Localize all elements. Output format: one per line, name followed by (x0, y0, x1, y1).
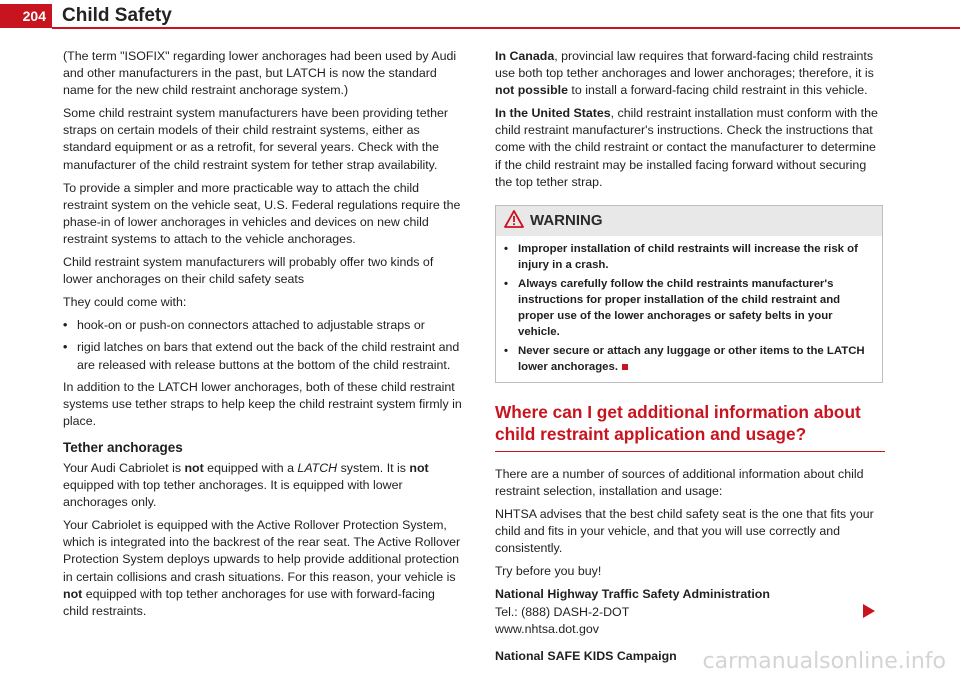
end-of-section-icon (622, 364, 628, 370)
page-header (0, 0, 960, 32)
paragraph: Your Cabriolet is equipped with the Active Rollover Protection System, which is integrated into the backrest of the rear seat. The Active Rollover Protection System deploys upwards to help provide additional protection in certain collisions and crash situations. For this reason, your vehicle is not equipped with top tether anchorages for use with forward-facing child restraints. (63, 518, 461, 618)
chapter-title: Child Safety (62, 5, 172, 26)
paragraph: To provide a simpler and more practicable way to attach the child restraint system on the vehicle seat, U.S. Federal regulations require the phase-in of lower anchorages in vehicles and devices on new child restraint systems to attach to the vehicle anchorages. (63, 180, 461, 246)
contact-name: National Highway Traffic Safety Administration (495, 587, 770, 602)
bullet-icon: • (63, 340, 68, 355)
paragraph: In the United States, child restraint installation must conform with the child restraint manufacturer's instructions. Check the instructions that come with the child restraint or contact the manufacturer to determine if the child restraint may be installed facing forward without securing the top tether strap. (495, 106, 878, 189)
bullet-icon: • (504, 277, 508, 290)
paragraph: Child restraint system manufacturers will probably offer two kinds of lower anchorages on their child safety seats (63, 255, 434, 287)
paragraph: Some child restraint system manufacturers have been providing tether straps on certain models of their child restraint systems, either as standard equipment or as a retrofit, for several years. Check with the manufacturer of the child restraint system for tether strap availability. (63, 106, 448, 172)
contact-website: www.nhtsa.dot.gov (495, 621, 600, 636)
bullet-icon: • (63, 318, 68, 333)
right-column (495, 48, 885, 671)
header-rule (52, 27, 960, 29)
list-item (63, 317, 463, 334)
contact-name: National SAFE KIDS Campaign (495, 648, 677, 663)
paragraph: There are a number of sources of additional information about child restraint selection, installation and usage: (495, 466, 864, 498)
section-heading: Where can I get additional information about child restraint application and usage? (495, 401, 885, 452)
warning-item: • Never secure or attach any luggage or other items to the LATCH lower anchorages. (504, 344, 865, 373)
list-item-text: rigid latches on bars that extend out the back of the child restraint and are released with release buttons at the bottom of the child restraint. (77, 340, 460, 372)
paragraph: (The term "ISOFIX" regarding lower anchorages had been used by Audi and other manufacturers in the past, but LATCH is now the standard name for the new child restraint anchorage system.) (63, 49, 457, 98)
contact-phone: Tel.: (888) DASH-2-DOT (495, 604, 630, 619)
paragraph: Your Audi Cabriolet is not equipped with a LATCH system. It is not equipped with top tether anchorages. It is equipped with lower anchorages only. (63, 460, 429, 510)
bullet-icon: • (504, 344, 508, 357)
paragraph: Try before you buy! (495, 564, 602, 579)
bullet-icon: • (504, 242, 508, 255)
page-number: 204 (0, 4, 52, 28)
paragraph: In addition to the LATCH lower anchorages, both of these child restraint systems use tether straps to help keep the child restraint system firmly in place. (63, 379, 462, 428)
contact-block (495, 586, 885, 637)
warning-item: • Improper installation of child restraints will increase the risk of injury in a crash. (504, 242, 858, 271)
paragraph: NHTSA advises that the best child safety seat is the one that fits your child and fits in your vehicle, and that you will use correctly and consistently. (495, 507, 874, 556)
warning-triangle-icon (504, 210, 524, 232)
warning-body (496, 236, 882, 382)
left-column (63, 48, 463, 626)
warning-title: WARNING (530, 212, 603, 230)
warning-item: • Always carefully follow the child restraints manufacturer's instructions for proper installation of the child restraint and proper use of the lower anchorages or safety belts in your vehicle. (504, 277, 841, 338)
paragraph: In Canada, provincial law requires that forward-facing child restraints use both top tether anchorages and lower anchorages; therefore, it is not possible to install a forward-facing child restraint in this vehicle. (495, 49, 874, 98)
list-item (63, 339, 463, 373)
continue-arrow-icon (862, 603, 876, 624)
warning-header (496, 206, 882, 236)
warning-box (495, 205, 883, 383)
subheading: Tether anchorages (63, 439, 183, 455)
list-item-text: hook-on or push-on connectors attached to adjustable straps or (77, 318, 425, 333)
paragraph: They could come with: (63, 295, 187, 310)
watermark: carmanualsonline.info (702, 649, 946, 674)
